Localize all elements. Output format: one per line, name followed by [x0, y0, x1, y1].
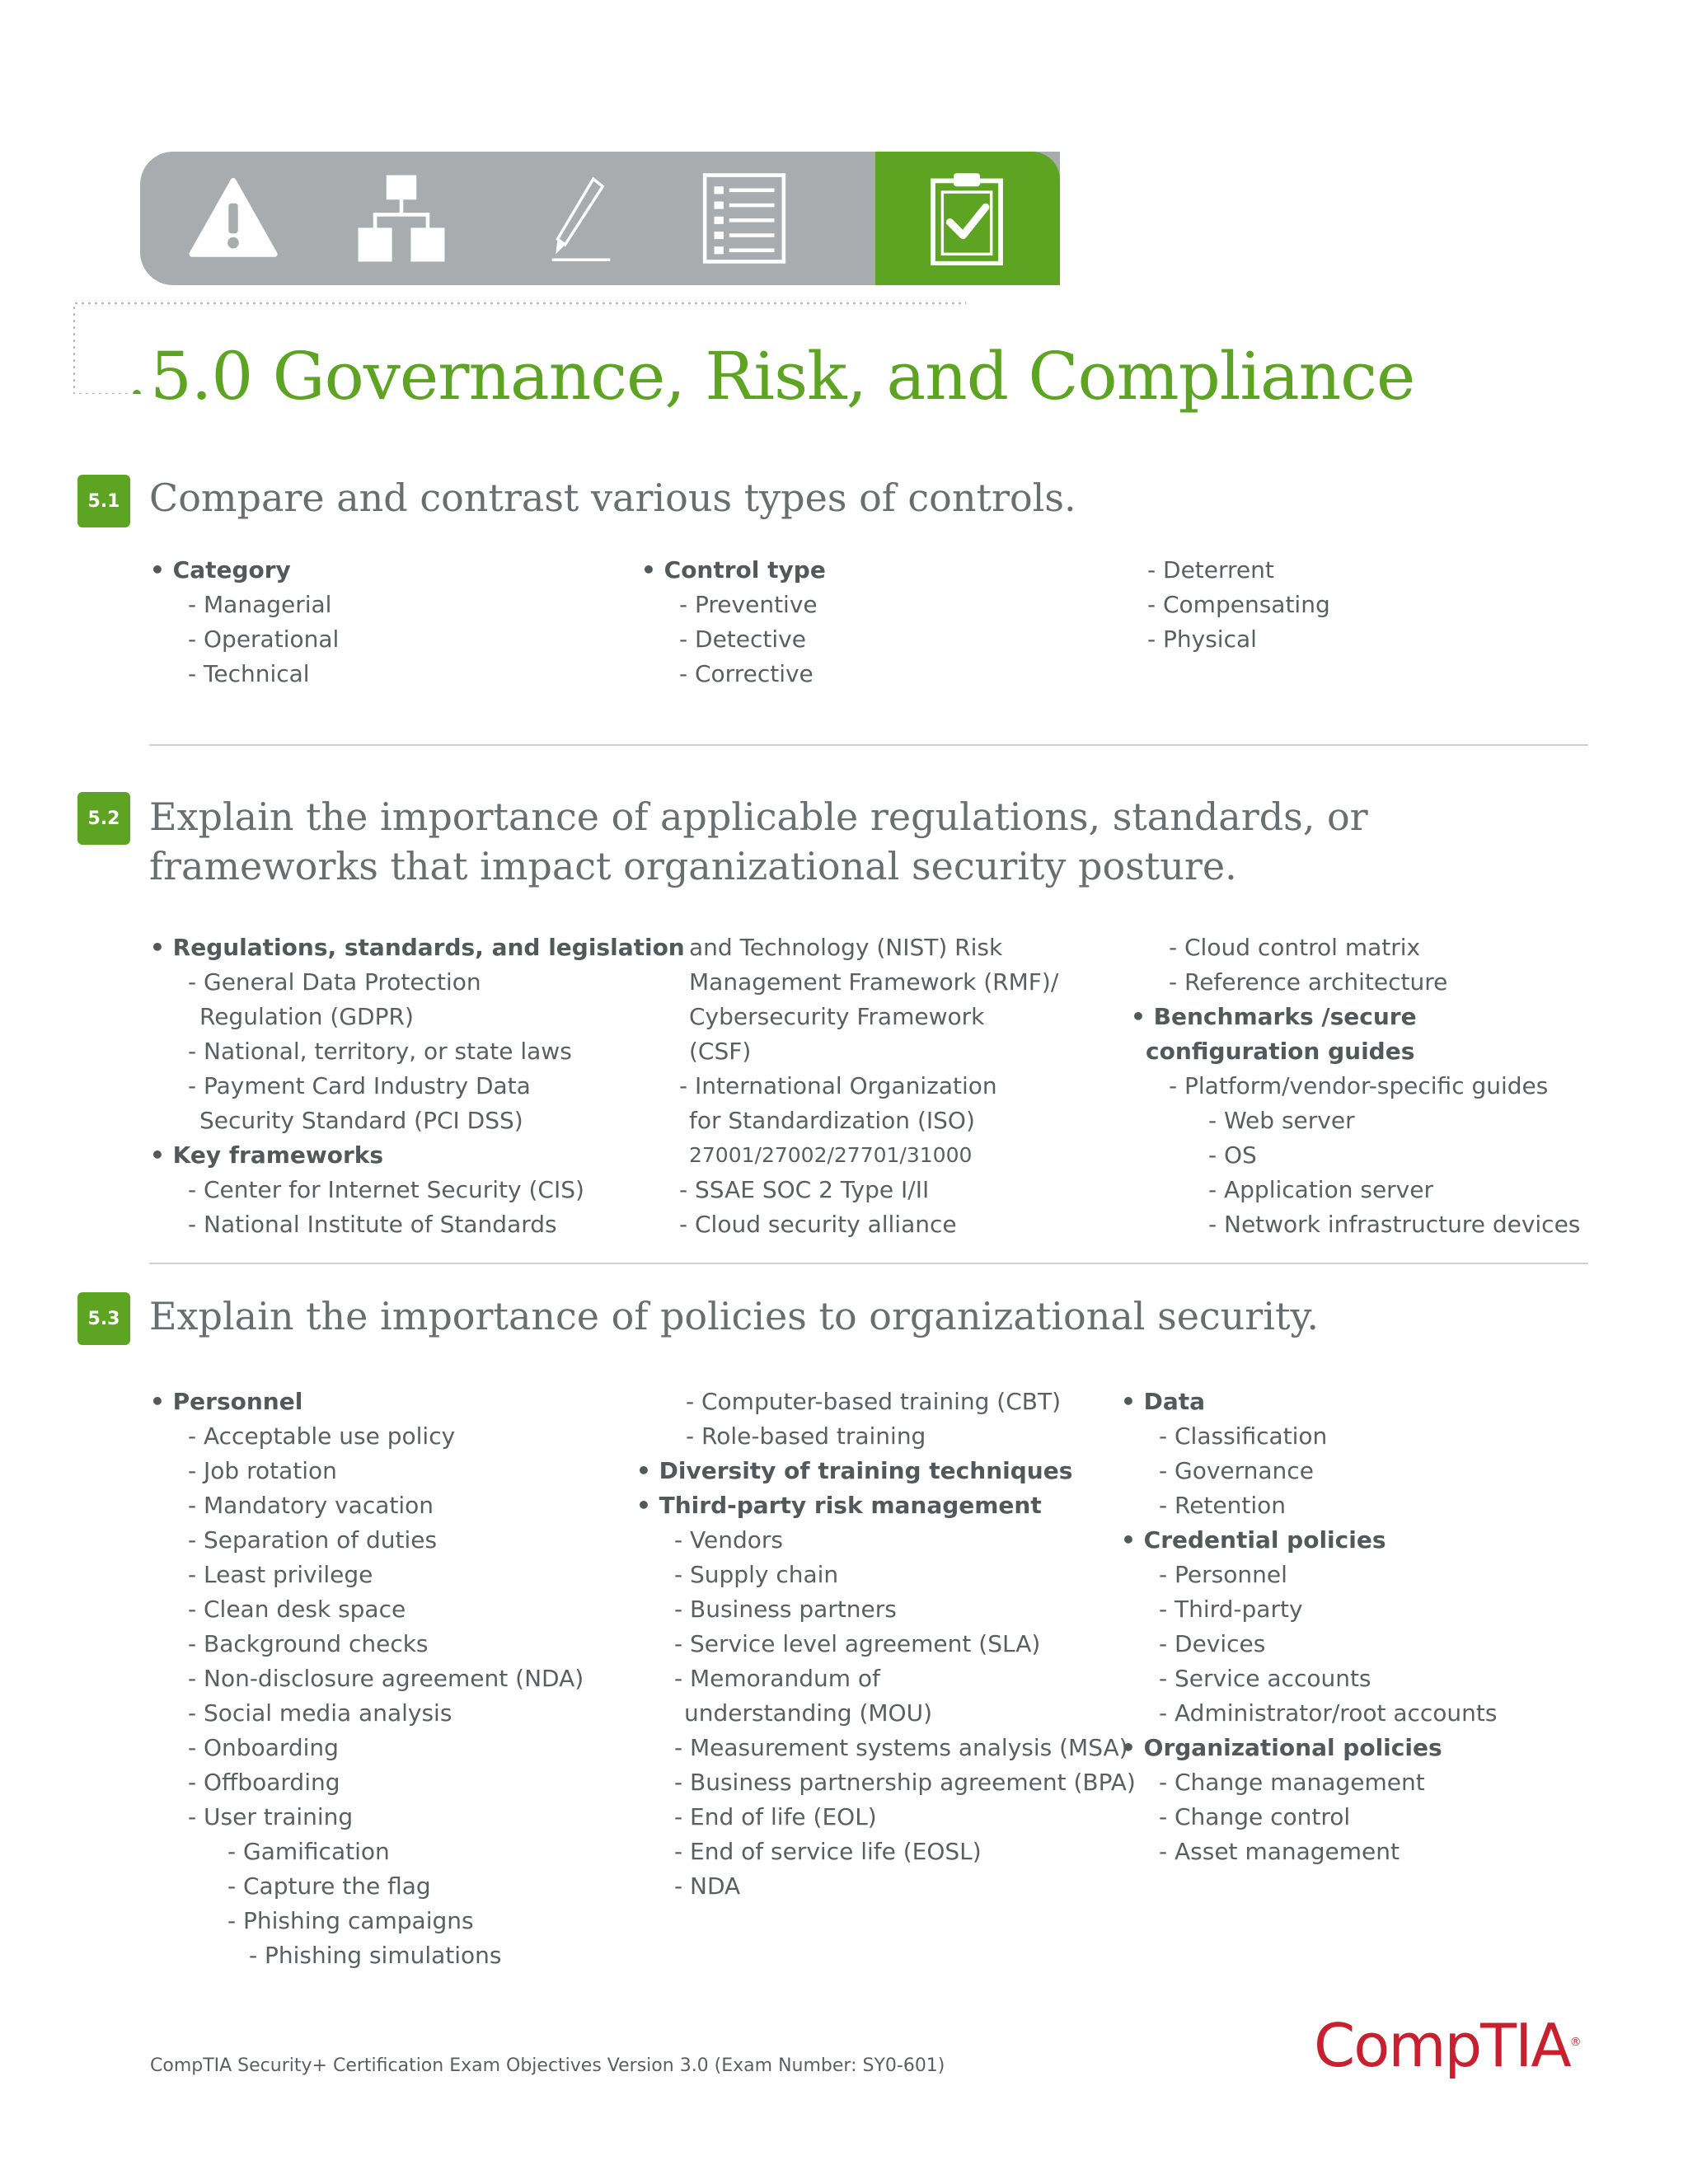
list-item: - National Institute of Standards	[188, 1211, 557, 1238]
list-item: - Gamification	[227, 1838, 390, 1865]
list-item: • Benchmarks /secure	[1131, 1003, 1417, 1030]
hierarchy-icon	[354, 171, 448, 265]
list-item: - Cloud security alliance	[679, 1211, 957, 1238]
list-item: - Personnel	[1159, 1561, 1287, 1588]
list-item: - Preventive	[679, 591, 818, 618]
list-item: - End of life (EOL)	[674, 1803, 877, 1830]
list-item: - General Data Protection	[188, 968, 481, 996]
list-item: - Offboarding	[188, 1769, 340, 1796]
pen-icon	[528, 171, 621, 265]
section-5-2-col-2	[679, 930, 1058, 1242]
list-item: - Corrective	[679, 660, 814, 687]
list-item: - Non-disclosure agreement (NDA)	[188, 1665, 584, 1692]
list-item: understanding (MOU)	[684, 1699, 932, 1727]
list-item: and Technology (NIST) Risk	[689, 934, 1003, 961]
list-item: - Job rotation	[188, 1457, 337, 1484]
list-item: • Regulations, standards, and legislation	[150, 934, 685, 961]
list-item: - Devices	[1159, 1630, 1266, 1657]
list-item: • Personnel	[150, 1388, 303, 1415]
list-item: - User training	[188, 1803, 354, 1830]
list-item: - Role-based training	[686, 1422, 926, 1450]
list-item: - Cloud control matrix	[1169, 934, 1421, 961]
list-item: Cybersecurity Framework	[689, 1003, 985, 1030]
section-divider	[149, 1263, 1588, 1264]
list-item: - End of service life (EOSL)	[674, 1838, 982, 1865]
list-item: - Computer-based training (CBT)	[686, 1388, 1062, 1415]
warning-icon	[186, 171, 280, 265]
list-item: - Administrator/root accounts	[1159, 1699, 1498, 1727]
page-title: 5.0 Governance, Risk, and Compliance	[150, 338, 1415, 415]
list-item: • Third-party risk management	[636, 1492, 1042, 1519]
list-item: - Service level agreement (SLA)	[674, 1630, 1041, 1657]
list-item: - Deterrent	[1147, 556, 1274, 583]
list-item: Security Standard (PCI DSS)	[199, 1107, 523, 1134]
list-item: - Background checks	[188, 1630, 429, 1657]
list-item: - SSAE SOC 2 Type I/II	[679, 1176, 930, 1203]
list-item: - Service accounts	[1159, 1665, 1372, 1692]
list-item: - Measurement systems analysis (MSA)	[674, 1734, 1128, 1761]
list-item: - Vendors	[674, 1526, 783, 1554]
section-5-2-col-1	[150, 930, 685, 1242]
list-item: (CSF)	[689, 1038, 752, 1065]
list-item: - Classification	[1159, 1422, 1328, 1450]
list-item: - Change management	[1159, 1769, 1425, 1796]
registered-mark: ®	[1569, 2036, 1582, 2049]
list-item: - Managerial	[188, 591, 332, 618]
list-item: configuration guides	[1146, 1038, 1415, 1065]
list-item: - Detective	[679, 626, 806, 653]
list-item: - Separation of duties	[188, 1526, 438, 1554]
list-item: - Acceptable use policy	[188, 1422, 456, 1450]
list-item: - Clean desk space	[188, 1596, 406, 1623]
list-item: - Payment Card Industry Data	[188, 1072, 531, 1099]
list-item: Management Framework (RMF)/	[689, 968, 1059, 996]
list-item: • Data	[1121, 1388, 1206, 1415]
list-item: - Onboarding	[188, 1734, 339, 1761]
list-item: • Category	[150, 556, 291, 583]
list-item: • Key frameworks	[150, 1141, 384, 1169]
section-title-5-1: Compare and contrast various types of controls.	[149, 476, 1076, 520]
section-badge-5-1: 5.1	[77, 475, 130, 527]
list-item: - Memorandum of	[674, 1665, 880, 1692]
list-item: - Web server	[1208, 1107, 1355, 1134]
list-item: - Third-party	[1159, 1596, 1303, 1623]
section-5-3-col-2	[636, 1385, 1136, 1904]
section-5-2-col-3	[1131, 930, 1580, 1242]
list-item: - Retention	[1159, 1492, 1287, 1519]
section-title-5-2	[149, 792, 1592, 891]
list-item: - Platform/vendor-specific guides	[1169, 1072, 1549, 1099]
section-5-1-col-3	[1147, 553, 1330, 657]
list-item: - Supply chain	[674, 1561, 839, 1588]
section-title-5-3: Explain the importance of policies to organizational security.	[149, 1294, 1319, 1338]
tab-governance-risk-compliance	[875, 152, 1060, 285]
list-item: - Center for Internet Security (CIS)	[188, 1176, 584, 1203]
list-item: - Compensating	[1147, 591, 1330, 618]
list-item: - Physical	[1147, 626, 1257, 653]
list-item: 27001/27002/27701/31000	[689, 1143, 973, 1167]
list-item: - Business partnership agreement (BPA)	[674, 1769, 1136, 1796]
list-item: - Change control	[1159, 1803, 1351, 1830]
section-5-3-col-3	[1121, 1385, 1497, 1869]
checklist-icon	[697, 171, 791, 265]
list-item: - Technical	[188, 660, 310, 687]
list-item: - NDA	[674, 1872, 741, 1900]
list-item: - Reference architecture	[1169, 968, 1448, 996]
comptia-logo	[1314, 2011, 1582, 2080]
clipboard-check-icon	[920, 171, 1014, 265]
list-item: - Governance	[1159, 1457, 1314, 1484]
section-badge-5-2: 5.2	[77, 792, 130, 845]
section-divider	[149, 744, 1588, 746]
section-badge-5-3: 5.3	[77, 1292, 130, 1345]
list-item: • Control type	[641, 556, 826, 583]
list-item: • Organizational policies	[1121, 1734, 1442, 1761]
list-item: • Credential policies	[1121, 1526, 1386, 1554]
section-5-3-col-1	[150, 1385, 584, 1973]
list-item: - Operational	[188, 626, 340, 653]
section-5-1-col-2	[641, 553, 826, 691]
list-item: - Least privilege	[188, 1561, 373, 1588]
list-item: - Phishing campaigns	[227, 1907, 474, 1934]
footer-text: CompTIA Security+ Certification Exam Objectives Version 3.0 (Exam Number: SY0-601)	[150, 2055, 945, 2076]
section-title-line: Explain the importance of applicable regulations, standards, or	[149, 794, 1368, 839]
list-item: - Phishing simulations	[249, 1942, 502, 1969]
section-5-1-col-1	[150, 553, 339, 691]
list-item: Regulation (GDPR)	[199, 1003, 414, 1030]
list-item: - National, territory, or state laws	[188, 1038, 572, 1065]
list-item: - Network infrastructure devices	[1208, 1211, 1581, 1238]
list-item: - Capture the flag	[227, 1872, 431, 1900]
list-item: - International Organization	[679, 1072, 997, 1099]
list-item: - Business partners	[674, 1596, 897, 1623]
list-item: - Mandatory vacation	[188, 1492, 434, 1519]
list-item: - Social media analysis	[188, 1699, 452, 1727]
list-item: for Standardization (ISO)	[689, 1107, 975, 1134]
section-title-line: frameworks that impact organizational security posture.	[149, 844, 1237, 888]
logo-text: CompTIA	[1314, 2011, 1570, 2080]
list-item: - Application server	[1208, 1176, 1433, 1203]
list-item: • Diversity of training techniques	[636, 1457, 1073, 1484]
list-item: - OS	[1208, 1141, 1257, 1169]
list-item: - Asset management	[1159, 1838, 1400, 1865]
